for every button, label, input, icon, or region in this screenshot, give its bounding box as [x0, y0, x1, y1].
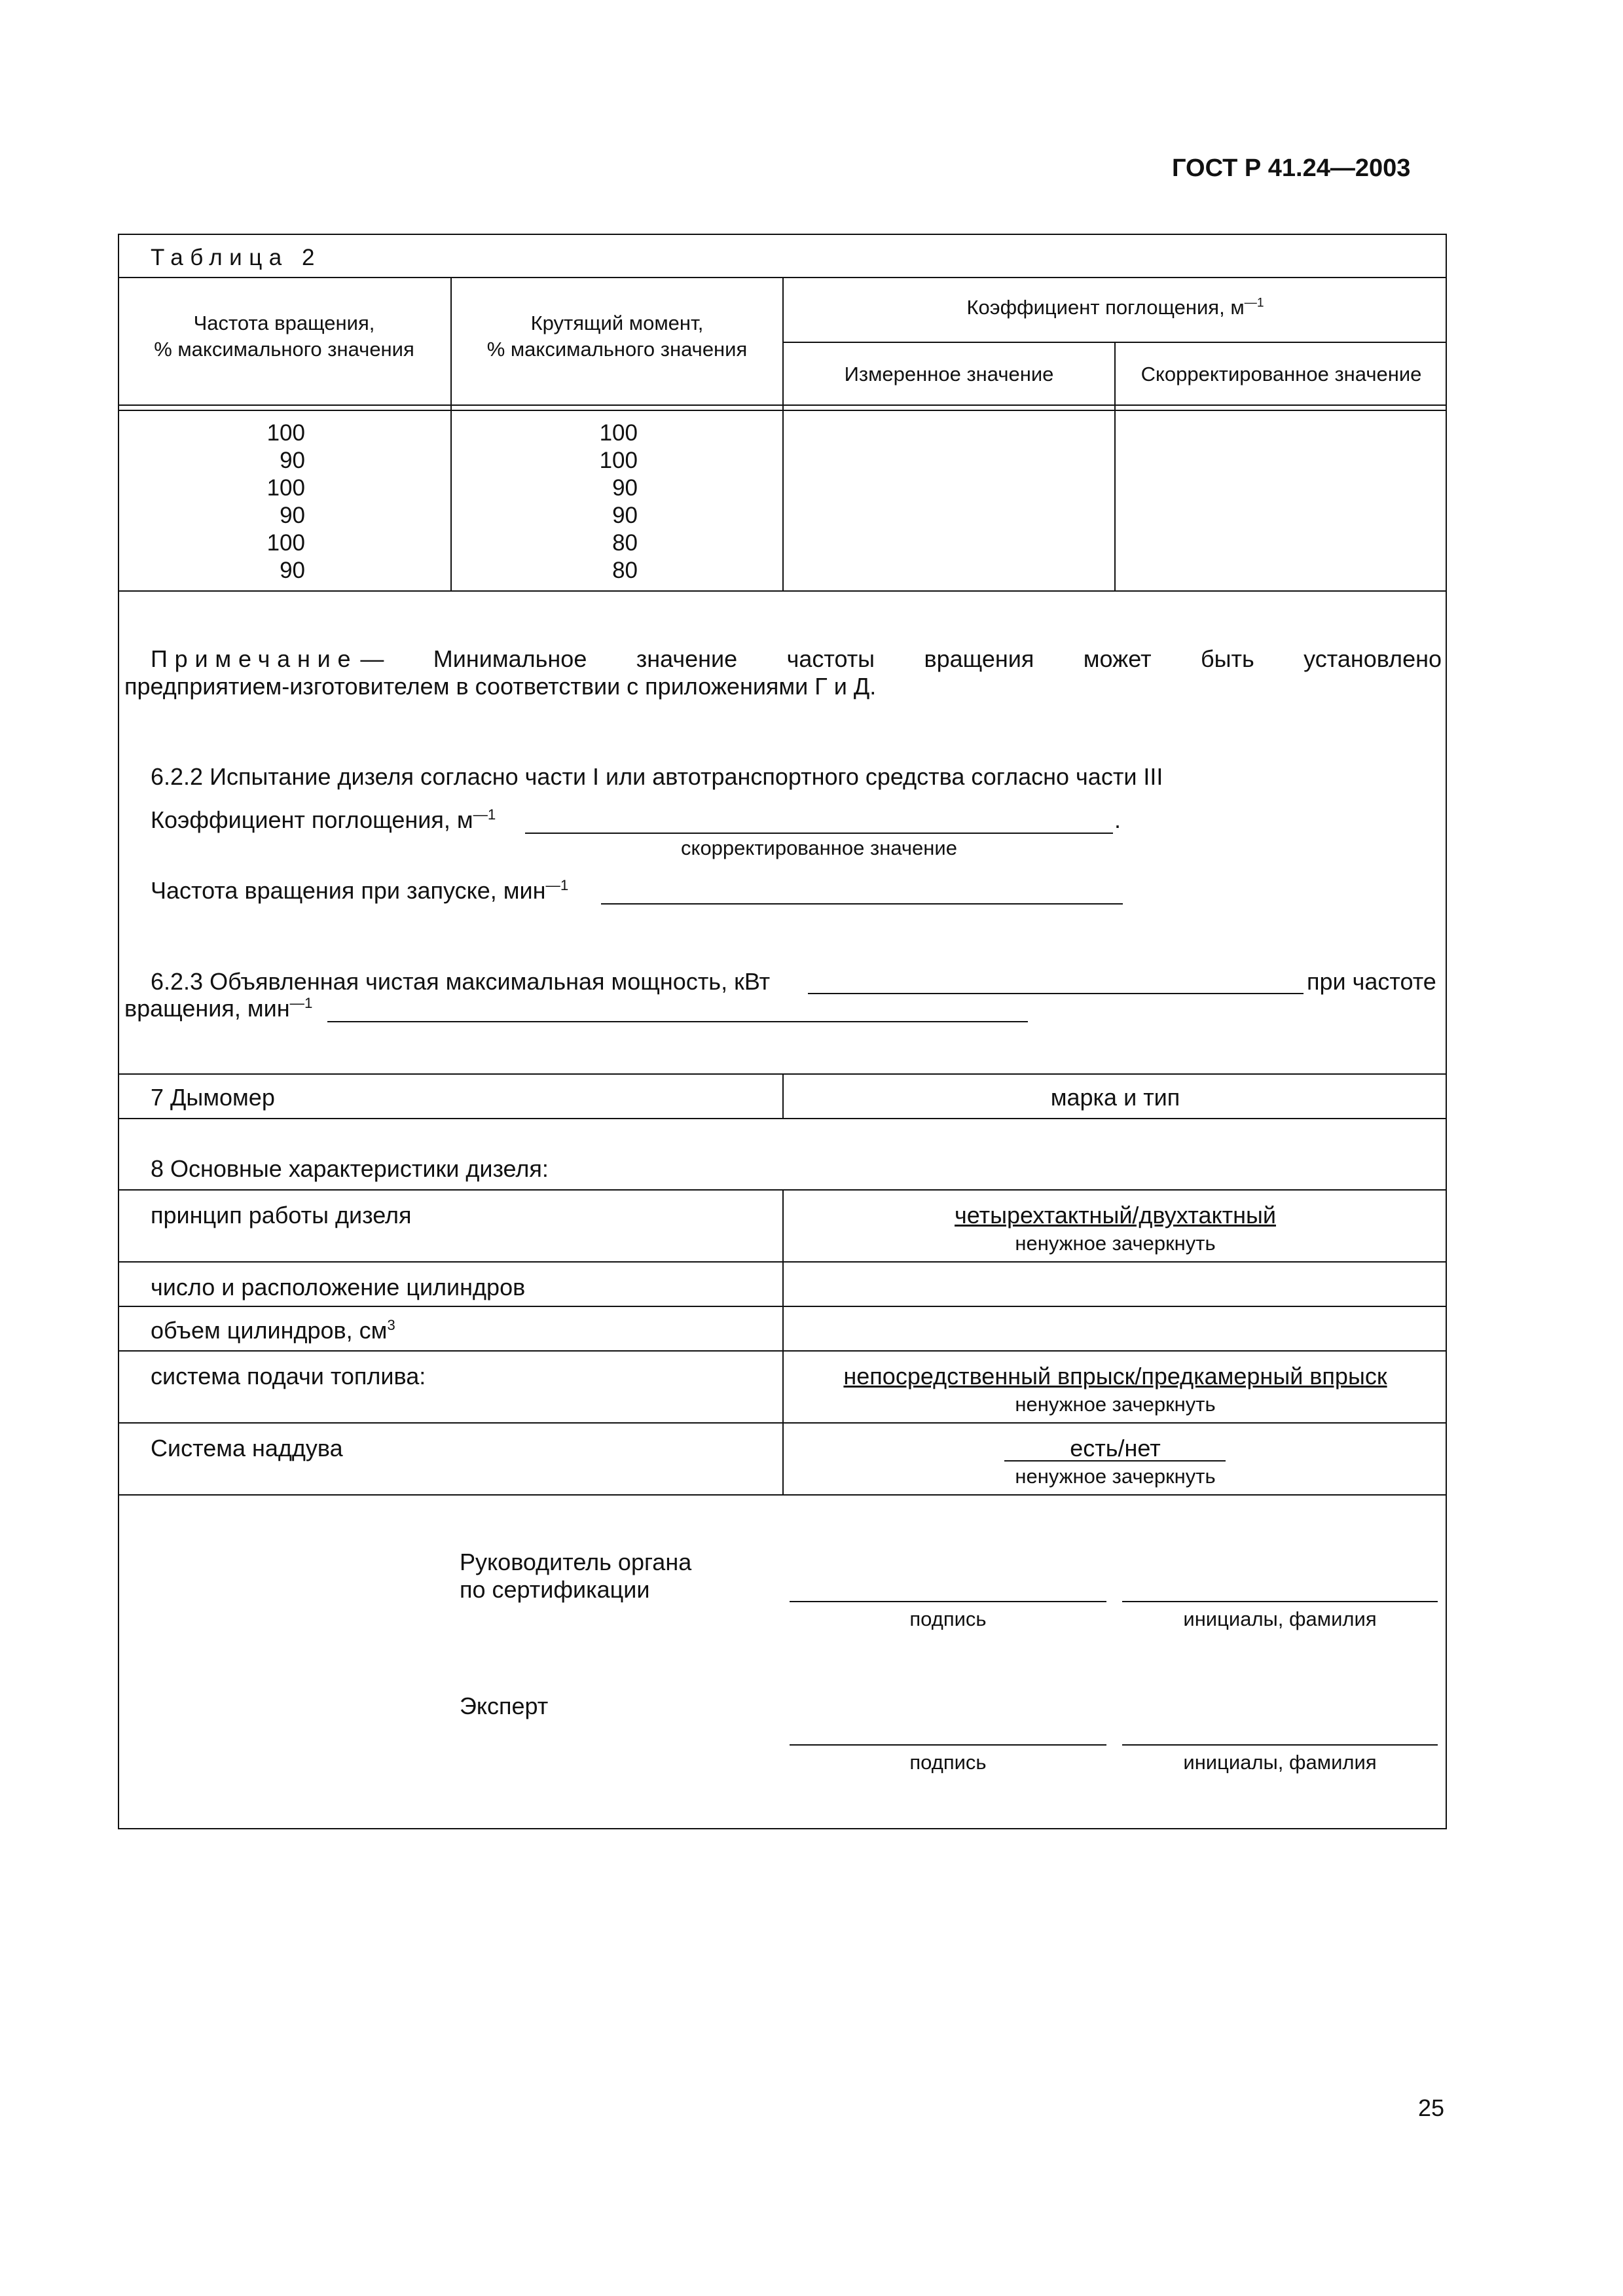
head-of-body-label: Руководитель органа по сертификации — [460, 1549, 692, 1603]
sign-caption: подпись — [909, 1751, 987, 1774]
section-623-tail: при частоте — [1307, 968, 1436, 995]
table-cell: 90 — [280, 448, 305, 473]
note-line1: Примечание — Минимальное значение частоты вращения может быть установлено — [151, 645, 1442, 672]
document-number: ГОСТ Р 41.24—2003 — [1172, 154, 1411, 182]
col-torque-header: Крутящий момент, % максимального значения — [486, 312, 748, 361]
table-cell: 100 — [599, 448, 638, 473]
table-caption: Таблица 2 — [151, 245, 321, 270]
engine-row-label: число и расположение цилиндров — [151, 1274, 526, 1300]
coef-dot: . — [1114, 806, 1122, 833]
table-cell: 100 — [599, 420, 638, 446]
expert-signature-line[interactable] — [790, 1744, 1106, 1746]
table-cell: 80 — [612, 558, 638, 583]
engine-row-label: Система наддува — [151, 1435, 343, 1462]
engine-row-label: принцип работы дизеля — [151, 1202, 412, 1229]
table-cell: 90 — [280, 503, 305, 528]
coef-label: Коэффициент поглощения, $м^{—1}$ — [151, 806, 496, 833]
section-623-text: 6.2.3 Объявленная чистая максимальная мощность, кВт — [151, 968, 771, 995]
engine-row-label: система подачи топлива: — [151, 1363, 426, 1390]
col-speed-header: Частота вращения, % максимального значения — [154, 312, 414, 361]
section-623-line2: вращения, мин$^{—1}$ — [124, 995, 313, 1022]
engine-row-label: объем цилиндров, $см^3$ — [151, 1317, 395, 1344]
initials-caption: инициалы, фамилия — [1183, 1607, 1377, 1630]
table-cell: 100 — [266, 475, 305, 501]
engine-row-hint: ненужное зачеркнуть — [1015, 1393, 1216, 1416]
power-input-line[interactable] — [808, 993, 1304, 994]
page-number: 25 — [1418, 2094, 1445, 2121]
expert-initials-line[interactable] — [1122, 1744, 1438, 1746]
head-initials-line[interactable] — [1122, 1601, 1438, 1602]
col-coef-header: Коэффициент поглощения, $м^{—1}$ — [966, 296, 1264, 319]
smoke-meter-label: 7 Дымомер — [151, 1084, 275, 1111]
col-corrected-header: Скорректированное значение — [1140, 363, 1422, 386]
start-speed-label: Частота вращения при запуске, мин$^{—1}$ — [151, 877, 569, 904]
initials-caption: инициалы, фамилия — [1183, 1751, 1377, 1774]
table-cell: 100 — [266, 420, 305, 446]
col-measured-header: Измеренное значение — [844, 363, 1054, 386]
coef-input-line[interactable] — [525, 833, 1113, 834]
start-speed-input-line[interactable] — [601, 903, 1123, 905]
engine-row-hint: ненужное зачеркнуть — [1015, 1465, 1216, 1488]
table-cell: 90 — [612, 475, 638, 501]
sign-caption: подпись — [909, 1607, 987, 1630]
smoke-meter-value: марка и тип — [1050, 1084, 1180, 1111]
engine-row-value: есть/нет — [1070, 1435, 1161, 1462]
torque-values — [581, 420, 638, 584]
speed-values — [249, 420, 305, 584]
engine-title: 8 Основные характеристики дизеля: — [151, 1155, 549, 1182]
engine-row-hint: ненужное зачеркнуть — [1015, 1232, 1216, 1255]
power-speed-input-line[interactable] — [327, 1021, 1028, 1022]
section-622-title: 6.2.2 Испытание дизеля согласно части I или автотранспортного средства согласно части III — [151, 763, 1163, 790]
table-cell: 100 — [266, 530, 305, 556]
engine-row-value: непосредственный впрыск/предкамерный впрыск — [843, 1363, 1387, 1390]
table-cell: 90 — [612, 503, 638, 528]
note-line2: предприятием-изготовителем в соответствии с приложениями Г и Д. — [124, 673, 877, 700]
table-cell: 80 — [612, 530, 638, 556]
table-cell: 90 — [280, 558, 305, 583]
head-signature-line[interactable] — [790, 1601, 1106, 1602]
engine-row-value: четырехтактный/двухтактный — [955, 1202, 1276, 1229]
expert-label: Эксперт — [460, 1693, 549, 1719]
coef-hint: скорректированное значение — [681, 836, 957, 859]
